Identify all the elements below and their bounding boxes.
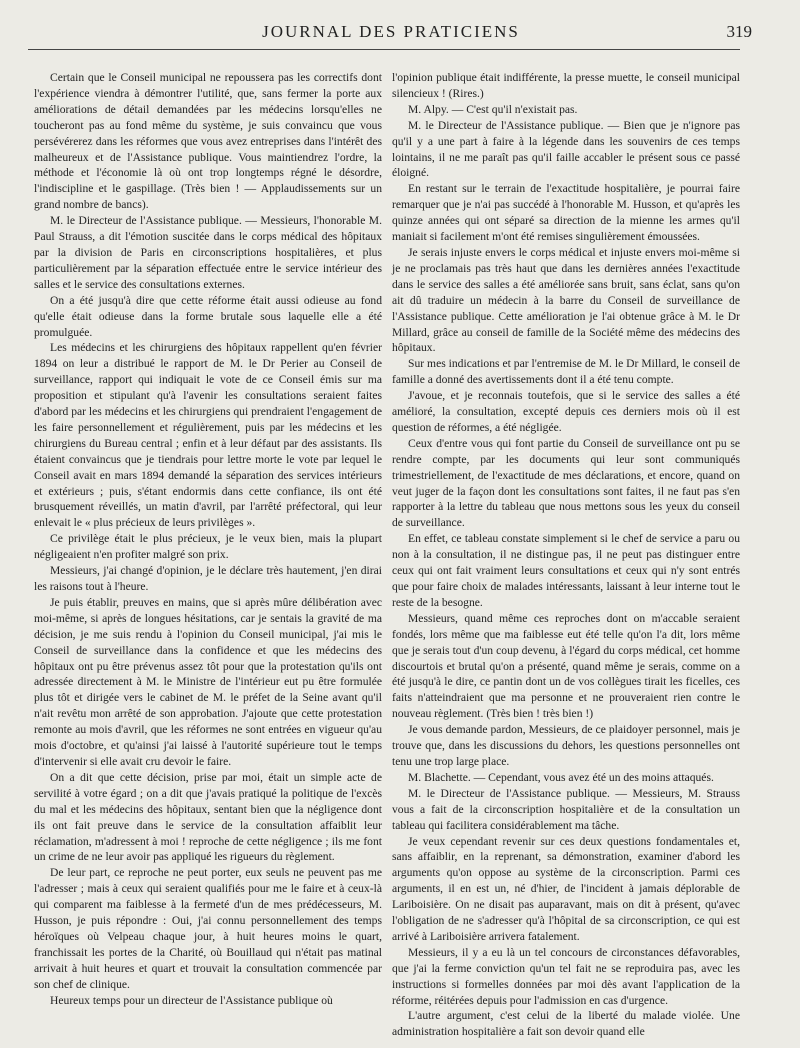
journal-title: JOURNAL DES PRATICIENS — [262, 22, 520, 41]
paragraph: De leur part, ce reproche ne peut porter, eux seuls ne peuvent pas me l'adresser ; mais à ceux qui seraient qualifiés pour me le faire et à ceux-là qui comparent ma faiblesse à la fermeté d'un de mes prédécesseurs, M. Husson, je puis répondre : Oui, j'ai connu personnellement des temps héroïques où Velpeau chaque jour, à huit heures moins le quart, franchissait les portes de la Charité, où Bouillaud qui n'était pas matinal arrivait à huit heures et quart et trouvait la consultation commencée par son chef de clinique. — [34, 866, 382, 991]
header-rule — [28, 49, 740, 50]
paragraph: Sur mes indications et par l'entremise de M. le Dr Millard, le conseil de famille a donné des avertissements dont il a été tenu compte. — [392, 357, 740, 387]
paragraph: Certain que le Conseil municipal ne repoussera pas les correctifs dont l'expérience viendra à démontrer l'utilité, que, sans fermer la porte aux améliorations de détail demandées par les médecins lorsqu'elles ne toucheront pas au fond même du système, je suis convaincu que vous persévérerez dans les réformes que vous avez entreprises dans l'intérêt des malheureux et de l'Assistance publique. Vous maintiendrez l'ordre, la méthode et l'économie là où ont trop longtemps régné le désordre, l'indiscipline et le gaspillage. (Très bien ! — Applaudissements sur un grand nombre de bancs). — [34, 71, 382, 212]
paragraph: Je puis établir, preuves en mains, que si après mûre délibération avec moi-même, si après de longues hésitations, car je sentais la gravité de ma décision, je me suis rendu à l'opinion du Conseil municipal, j'ai mis le Conseil de surveillance dans la confidence et que les médecins des hôpitaux ont pu être prévenus assez tôt pour que la protestation qu'ils ont adressée directement à M. le Ministre de l'intérieur eut pu être formulée plus tôt et dirigée vers le cabinet de M. le préfet de la Seine avant qu'il n'ait revêtu mon arrêté de son approbation. J'ajoute que cette protestation remonte au mois d'avril, que les réformes ne sont entrées en vigueur qu'au mois d'octobre, et qu'ainsi j'ai laissé à l'autorité supérieure tout le temps d'intervenir si elle avait cru devoir le faire. — [34, 595, 382, 768]
paragraph: Je vous demande pardon, Messieurs, de ce plaidoyer personnel, mais je trouve que, dans les discussions du dehors, les questions personnelles ont tenu une trop large place. — [392, 723, 740, 768]
paragraph: M. Blachette. — Cependant, vous avez été un des moins attaqués. — [408, 770, 714, 784]
paragraph: M. le Directeur de l'Assistance publique. — Messieurs, M. Strauss vous a fait de la circonscription hospitalière et de la consultation un tableau qui facilitera considérablement ma tâche. — [392, 786, 740, 832]
paragraph: En restant sur le terrain de l'exactitude hospitalière, je pourrai faire remarquer que je n'ai pas succédé à l'honorable M. Husson, et qu'après les quinze années qui ont séparé sa direction de la mienne les armes qu'il maniait si facilement m'ont été remises singulièrement émoussées. — [392, 182, 740, 244]
paragraph: L'autre argument, c'est celui de la liberté du malade violée. Une administration hospitalière a fait son devoir quand elle — [392, 1009, 740, 1039]
paragraph: On a dit que cette décision, prise par moi, était un simple acte de servilité à votre égard ; on a dit que j'avais pratiqué la politique de l'excès du mal et les médecins des hôpitaux, sentant bien que la négligence dont ils ont fait preuve dans le service de la consultation affaiblit leur réclamation, m'adressent à moi ! reproche de cette négligence ; ils me font un crime de ne leur avoir pas appliqué les rigueurs du règlement. — [34, 770, 382, 864]
left-column — [34, 70, 382, 1008]
paragraph: M. le Directeur de l'Assistance publique. — Bien que je n'ignore pas qu'il y a une part à faire à la légende dans les souvenirs de ces temps lointains, il ne me paraît pas qu'il faille accabler le présent sous ce passé éloigné. — [392, 118, 740, 180]
paragraph: Messieurs, quand même ces reproches dont on m'accable seraient fondés, lors même que ma faiblesse eut été telle qu'on l'a dit, lors même que je serais tout d'un coup devenu, à l'égard du corps médical, cet homme discourtois et brutal qu'on a présenté, quand même je serais, comme on a été jusqu'à le dire, ce pantin dont un de vos collègues tirait les ficelles, ces faits n'atteindraient que ma personne et ne prouveraient rien contre le nouveau règlement. (Très bien ! très bien !) — [392, 611, 740, 721]
paragraph: Je veux cependant revenir sur ces deux questions fondamentales et, sans affaiblir, en la reprenant, sa démonstration, examiner d'abord les arguments qu'on oppose au système de la circonscription. Parmi ces arguments, il en est un, né d'hier, de l'incident à jamais déplorable de Lariboisière. On ne disait pas auparavant, mais on dit à présent, qu'avec l'obligation de ne s'adresser qu'à l'hôpital de sa circonscription, ce qui est arrivé à Lariboisière arrivera fatalement. — [392, 834, 740, 943]
paragraph: l'opinion publique était indifférente, la presse muette, le conseil municipal silencieux ! (Rires.) — [392, 71, 740, 100]
paragraph: Les médecins et les chirurgiens des hôpitaux rappellent qu'en février 1894 on leur a distribué le rapport de M. le Dr Perier au Conseil de surveillance, rapport qui indiquait le vote de ce Conseil émis sur ma proposition et stipulant qu'à l'avenir les consultations seraient faites d'abord par les médecins et les chirurgiens qui prendraient l'engagement de les faire personnellement et régulièrement, puis par les médecins et les chirurgiens du Bureau central ; enfin et à leur défaut par des assistants. Ils étaient convaincus que je tiendrais pour lettre morte le vote par lequel le Conseil avait en mars 1894 demandé la séparation des services intérieurs et extérieurs ; puis, s'étant endormis dans cette confiance, ils ont été brusquement réveillés, un matin d'avril, par l'arrêté préfectoral, qui leur enlevait le « plus précieux de leurs privilèges ». — [34, 341, 382, 530]
paragraph: En effet, ce tableau constate simplement si le chef de service a paru ou non à la consultation, il ne distingue pas, il ne peut pas distinguer entre ceux qui ont fait vraiment leurs consultations et ceux qui n'y sont entrés que pour faire choix de malades intéressants, laissant à leur interne tout le reste de la besogne. — [392, 532, 740, 609]
right-column — [392, 70, 740, 1040]
paragraph: Heureux temps pour un directeur de l'Assistance publique où — [50, 993, 333, 1007]
running-header — [30, 18, 752, 46]
paragraph: On a été jusqu'à dire que cette réforme était aussi odieuse au fond qu'elle était odieuse dans la forme brutale sous laquelle elle a été promulguée. — [34, 293, 382, 339]
paragraph: Messieurs, j'ai changé d'opinion, je le déclare très hautement, j'en dirai les raisons tout à l'heure. — [34, 564, 382, 593]
page-number: 319 — [726, 22, 752, 41]
paragraph: Ceux d'entre vous qui font partie du Conseil de surveillance ont pu se rendre compte, par les documents qui leur sont communiqués trimestriellement, de l'exactitude de mes déclarations, et encore, quand on veut juger de la façon dont les consultations sont faites, il ne faut pas s'en rapporter à la lettre du tableau que nous mettons sous les yeux du conseil de surveillance. — [392, 436, 740, 530]
paragraph: M. Alpy. — C'est qu'il n'existait pas. — [408, 102, 578, 116]
paragraph: J'avoue, et je reconnais toutefois, que si le service des salles a été amélioré, la consultation, excepté depuis ces derniers mois où il est question de réformes, a été négligée. — [392, 389, 740, 434]
paragraph: Messieurs, il y a eu là un tel concours de circonstances défavorables, que j'ai la ferme conviction qu'un tel fait ne se reproduira pas, avec les instructions si formelles données par moi dès avant l'application de la réforme, réitérées depuis pour l'admission en cas d'urgence. — [392, 945, 740, 1007]
paragraph: M. le Directeur de l'Assistance publique. — Messieurs, l'honorable M. Paul Strauss, a dit l'émotion suscitée dans le corps médical des hôpitaux par la division de Paris en circonscriptions hospitalières, et plus particulièrement par la séparation effectuée entre le service intérieur des salles et le service des consultations externes. — [34, 214, 382, 291]
paragraph: Ce privilège était le plus précieux, je le veux bien, mais la plupart négligeaient n'en profiter malgré son prix. — [34, 532, 382, 562]
paragraph: Je serais injuste envers le corps médical et injuste envers moi-même si je ne proclamais pas très haut que dans les dernières années l'exactitude dans le service des salles a été améliorée sans bruit, sans éclat, sans qu'on ait dû traduire un médecin à la barre du Conseil de surveillance de l'Assistance publique. Cette amélioration je l'ai obtenue grâce à M. le Dr Millard, grâce au conseil de famille de la Société même des médecins des hôpitaux. — [392, 245, 740, 355]
